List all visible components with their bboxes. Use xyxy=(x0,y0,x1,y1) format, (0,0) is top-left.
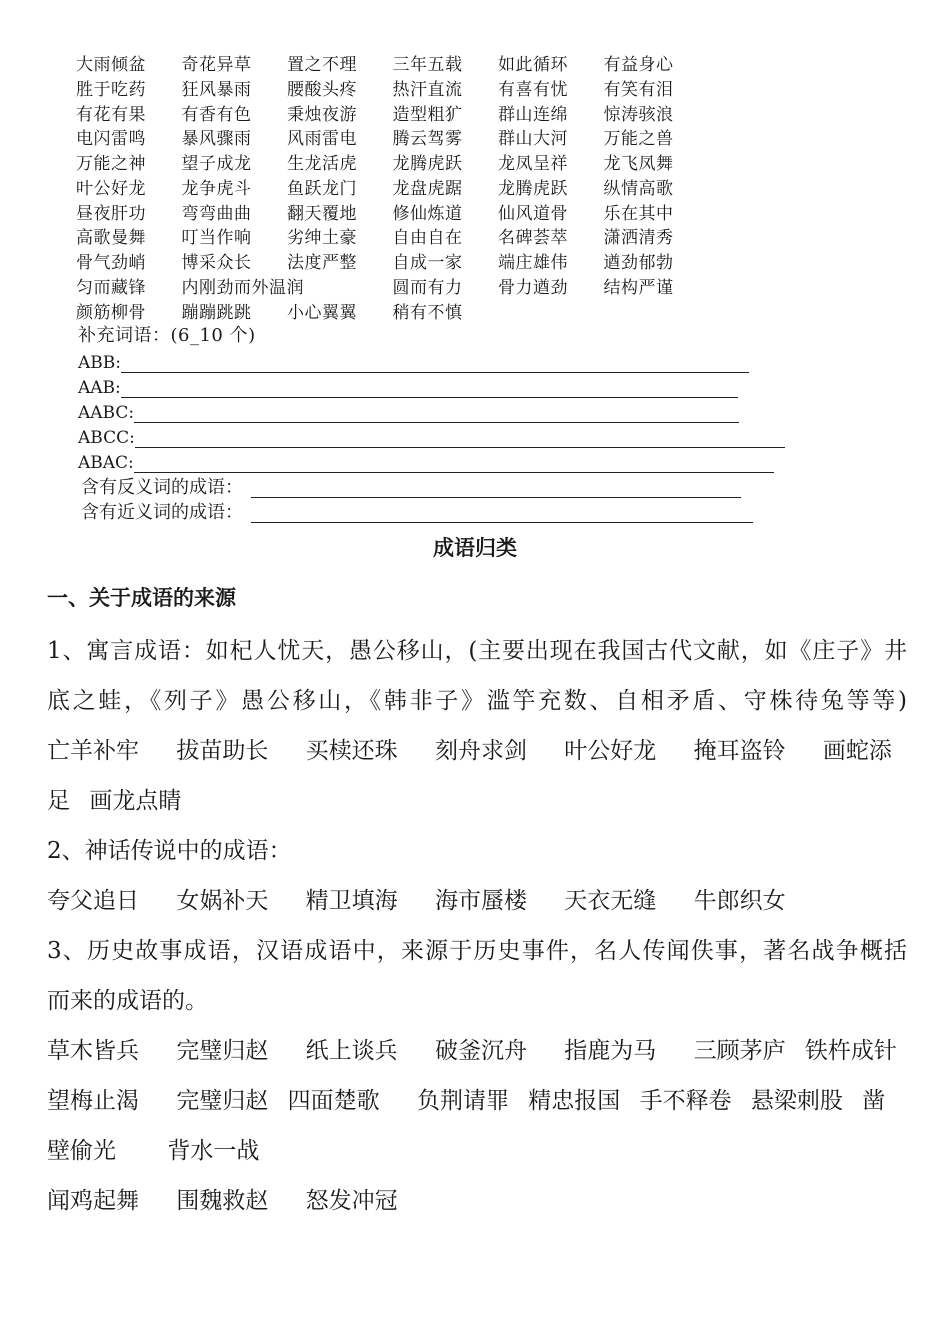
idiom: 热汗直流 xyxy=(392,79,463,100)
idiom: 骨力遒劲 xyxy=(498,278,568,299)
idiom: 负荆请罪 xyxy=(416,1088,509,1114)
paragraph-line: 而来的成语的。 xyxy=(47,988,208,1014)
idiom: 龙腾虎跃 xyxy=(498,178,568,199)
idiom: 蹦蹦跳跳 xyxy=(181,302,252,323)
idiom-row xyxy=(76,124,709,149)
idiom: 万能之兽 xyxy=(603,129,674,150)
idiom: 秉烛夜游 xyxy=(287,104,357,125)
idiom: 四面楚歌 xyxy=(287,1088,380,1114)
idiom-row xyxy=(76,50,709,75)
idiom: 龙争虎斗 xyxy=(181,178,252,199)
document-title: 成语归类 xyxy=(433,536,517,560)
idiom: 龙盘虎踞 xyxy=(392,178,463,199)
idiom: 纵情高歌 xyxy=(603,178,674,199)
idiom: 鱼跃龙门 xyxy=(287,178,357,199)
idiom: 结构严谨 xyxy=(603,278,674,299)
idiom: 狂风暴雨 xyxy=(181,79,252,100)
idiom-fragment: 壁偷光 xyxy=(47,1138,116,1164)
idiom: 精卫填海 xyxy=(305,888,398,914)
idiom: 电闪雷鸣 xyxy=(76,129,146,150)
fill-label: 含有近义词的成语： xyxy=(81,502,243,523)
blank-line[interactable] xyxy=(121,354,749,373)
idiom: 乐在其中 xyxy=(603,203,674,224)
idiom: 名碑荟萃 xyxy=(498,228,568,249)
idiom: 如此循环 xyxy=(498,54,568,75)
idiom: 昼夜肝功 xyxy=(76,203,146,224)
idiom-row xyxy=(76,224,709,249)
idiom: 三年五载 xyxy=(392,54,463,75)
idiom: 端庄雄伟 xyxy=(498,253,568,274)
fill-label: 含有反义词的成语： xyxy=(81,477,243,498)
idiom: 高歌曼舞 xyxy=(76,228,146,249)
idiom: 生龙活虎 xyxy=(287,154,357,175)
idiom: 画龙点睛 xyxy=(89,788,182,814)
idiom-list-line xyxy=(47,726,907,776)
idiom: 龙腾虎跃 xyxy=(392,154,463,175)
idiom: 劣绅土豪 xyxy=(287,228,357,249)
idiom-row xyxy=(76,100,709,125)
idiom: 掩耳盗铃 xyxy=(693,738,786,764)
idiom: 骨气劲峭 xyxy=(76,253,146,274)
abac-fill-line[interactable] xyxy=(78,448,785,473)
idiom: 完璧归赵 xyxy=(176,1088,269,1114)
idiom: 内刚劲而外温润 xyxy=(181,278,304,299)
idiom: 小心翼翼 xyxy=(287,302,357,323)
idiom: 拔苗助长 xyxy=(176,738,269,764)
idiom: 悬梁刺股 xyxy=(750,1088,843,1114)
idiom: 腾云驾雾 xyxy=(392,129,463,150)
idiom-row xyxy=(76,273,709,298)
idiom: 大雨倾盆 xyxy=(76,54,146,75)
idiom: 夸父追日 xyxy=(47,888,139,914)
idiom: 博采众长 xyxy=(181,253,252,274)
blank-line[interactable] xyxy=(121,379,738,398)
idiom: 精忠报国 xyxy=(528,1088,621,1114)
idiom: 匀而藏锋 xyxy=(76,278,146,299)
idiom: 望子成龙 xyxy=(181,154,252,175)
idiom: 仙风道骨 xyxy=(498,203,568,224)
supplement-title: 补充词语：(6_10 个) xyxy=(78,325,256,346)
fill-label: ABAC: xyxy=(78,453,134,473)
idiom: 背水一战 xyxy=(167,1138,260,1164)
synonym-idiom-fill-line[interactable] xyxy=(78,498,785,523)
antonym-idiom-fill-line[interactable] xyxy=(78,473,785,498)
idiom: 围魏救赵 xyxy=(176,1188,269,1214)
idiom: 龙飞凤舞 xyxy=(603,154,674,175)
paragraph-line: 3、历史故事成语，汉语成语中，来源于历史事件，名人传闻佚事，著名战争概括 xyxy=(47,938,907,964)
aabc-fill-line[interactable] xyxy=(78,398,785,423)
fill-label: AABC: xyxy=(78,403,135,423)
section-heading: 一、关于成语的来源 xyxy=(47,586,236,610)
idiom: 有香有色 xyxy=(181,104,252,125)
idiom-row xyxy=(76,248,709,273)
idiom-list-line xyxy=(47,1176,907,1226)
aab-fill-line[interactable] xyxy=(78,373,785,398)
idiom: 自由自在 xyxy=(392,228,463,249)
abb-fill-line[interactable] xyxy=(78,348,785,373)
idiom: 翻天覆地 xyxy=(287,203,357,224)
idiom: 有笑有泪 xyxy=(603,79,674,100)
idiom: 腰酸头疼 xyxy=(287,79,357,100)
idiom: 龙凤呈祥 xyxy=(498,154,568,175)
idiom: 女娲补天 xyxy=(176,888,269,914)
blank-line[interactable] xyxy=(251,504,753,523)
idiom: 万能之神 xyxy=(76,154,146,175)
fill-label: AAB: xyxy=(78,378,121,398)
idiom: 怒发冲冠 xyxy=(305,1188,398,1214)
idiom: 稍有不慎 xyxy=(392,302,463,323)
idiom: 惊涛骇浪 xyxy=(603,104,674,125)
idiom-list-line xyxy=(47,1126,907,1176)
idiom-row xyxy=(76,298,709,323)
idiom-list-line xyxy=(47,1026,907,1076)
idiom: 风雨雷电 xyxy=(287,129,357,150)
paragraph-line: 底之蛙，《列子》愚公移山，《韩非子》滥竽充数、自相矛盾、守株待兔等等) xyxy=(47,688,907,714)
blank-line[interactable] xyxy=(134,454,774,473)
idiom: 海市蜃楼 xyxy=(434,888,527,914)
idiom-row xyxy=(76,174,709,199)
idiom: 草木皆兵 xyxy=(47,1038,139,1064)
idiom-fragment: 足 xyxy=(47,788,70,814)
idiom: 三顾茅庐 xyxy=(693,1038,786,1064)
idiom: 完璧归赵 xyxy=(176,1038,269,1064)
idiom: 有益身心 xyxy=(603,54,674,75)
abcc-fill-line[interactable] xyxy=(78,423,785,448)
idiom: 造型粗犷 xyxy=(392,104,463,125)
idiom: 奇花异草 xyxy=(181,54,252,75)
idiom: 遒劲郁勃 xyxy=(603,253,674,274)
idiom: 手不释卷 xyxy=(639,1088,732,1114)
idiom: 有喜有忧 xyxy=(498,79,568,100)
blank-line[interactable] xyxy=(251,479,741,498)
idiom-grid xyxy=(76,50,709,323)
idiom: 自成一家 xyxy=(392,253,463,274)
idiom: 群山连绵 xyxy=(498,104,568,125)
fill-label: ABCC: xyxy=(78,428,135,448)
idiom: 暴风骤雨 xyxy=(181,129,252,150)
idiom: 画蛇添 xyxy=(822,738,892,764)
idiom: 望梅止渴 xyxy=(47,1088,139,1114)
supplement-section xyxy=(78,323,785,523)
idiom-fragment: 凿 xyxy=(862,1088,886,1114)
fill-label: ABB: xyxy=(78,353,121,373)
idiom: 群山大河 xyxy=(498,129,568,150)
blank-line[interactable] xyxy=(134,404,739,423)
idiom: 修仙炼道 xyxy=(392,203,463,224)
idiom: 法度严整 xyxy=(287,253,357,274)
idiom: 纸上谈兵 xyxy=(305,1038,398,1064)
idiom-list-line xyxy=(47,776,907,826)
section-body xyxy=(47,626,907,1226)
idiom: 亡羊补牢 xyxy=(47,738,139,764)
idiom: 叶公好龙 xyxy=(76,178,146,199)
idiom: 破釜沉舟 xyxy=(434,1038,527,1064)
idiom: 指鹿为马 xyxy=(564,1038,657,1064)
idiom: 弯弯曲曲 xyxy=(181,203,252,224)
idiom: 叶公好龙 xyxy=(564,738,657,764)
idiom: 潇洒清秀 xyxy=(603,228,674,249)
idiom: 置之不理 xyxy=(287,54,357,75)
idiom: 圆而有力 xyxy=(392,278,463,299)
idiom: 刻舟求剑 xyxy=(434,738,527,764)
idiom-row xyxy=(76,199,709,224)
idiom: 胜于吃药 xyxy=(76,79,146,100)
paragraph-line: 1、寓言成语：如杞人忧天，愚公移山，(主要出现在我国古代文献，如《庄子》井 xyxy=(47,638,907,664)
idiom-list-line xyxy=(47,876,907,926)
idiom: 闻鸡起舞 xyxy=(47,1188,139,1214)
idiom: 铁杵成针 xyxy=(804,1038,897,1064)
idiom: 颜筋柳骨 xyxy=(76,302,146,323)
idiom: 买椟还珠 xyxy=(305,738,398,764)
blank-line[interactable] xyxy=(135,429,785,448)
idiom-list-line xyxy=(47,1076,907,1126)
idiom-row xyxy=(76,149,709,174)
idiom-row xyxy=(76,75,709,100)
idiom: 叮当作响 xyxy=(181,228,252,249)
idiom: 牛郎织女 xyxy=(693,888,786,914)
idiom: 有花有果 xyxy=(76,104,146,125)
paragraph-line: 2、神话传说中的成语： xyxy=(47,838,292,864)
idiom: 天衣无缝 xyxy=(564,888,657,914)
